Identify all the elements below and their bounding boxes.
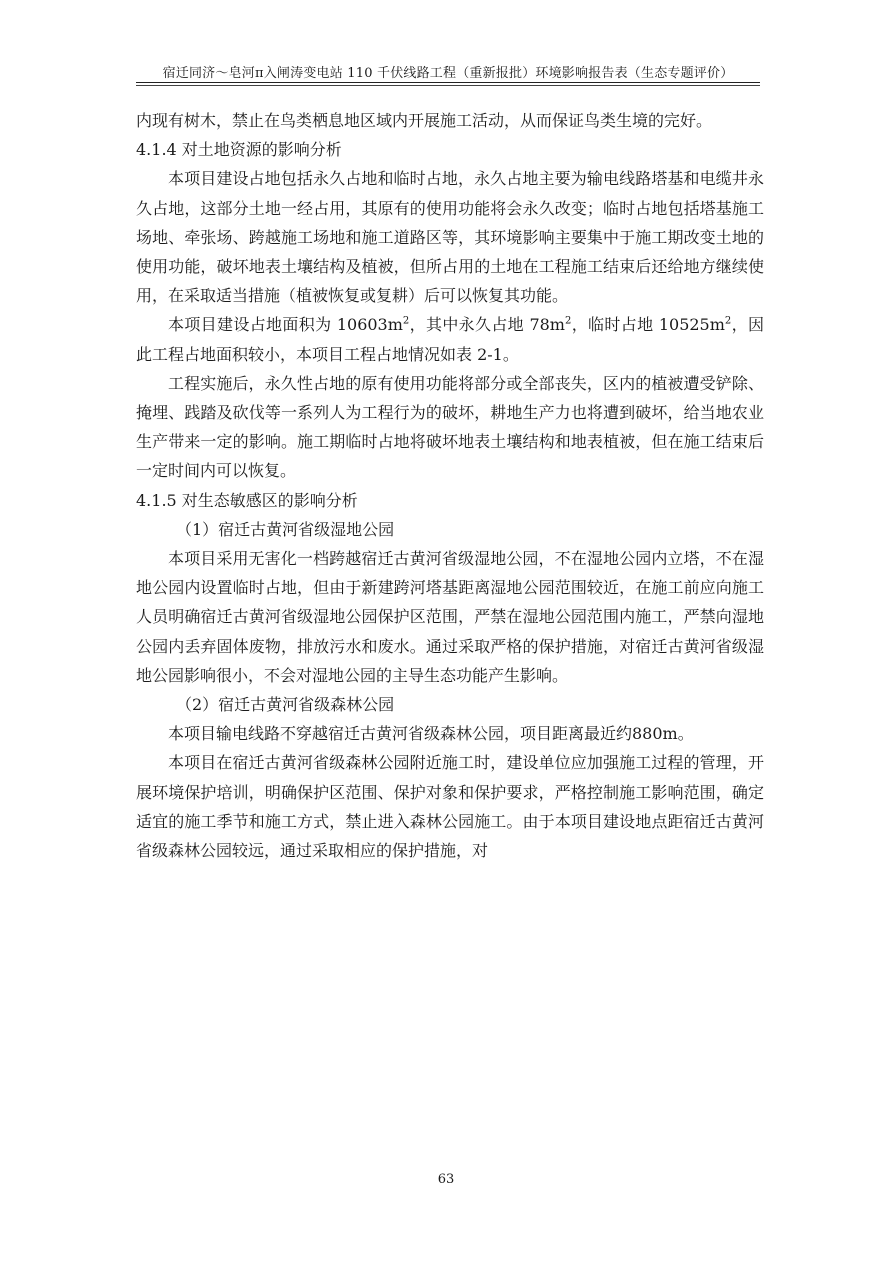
paragraph-wetland-park: 本项目采用无害化一档跨越宿迁古黄河省级湿地公园，不在湿地公园内立塔，不在湿地公园内设置临时占地，但由于新建跨河塔基距离湿地公园范围较近，在施工前应向施工人员明确宿迁古黄河省级湿地公园保护区范围，严禁在湿地公园范围内施工，严禁向湿地公园内丢弃固体废物，排放污水和废水。通过采取严格的保护措施，对宿迁古黄河省级湿地公园影响很小，不会对湿地公园的主导生态功能产生影响。 bbox=[136, 549, 764, 685]
superscript-2: 2 bbox=[402, 316, 410, 328]
header-rule bbox=[136, 82, 760, 83]
subheading-wetland-park: （1）宿迁古黄河省级湿地公园 bbox=[176, 519, 395, 539]
land-area-text-1: 本项目建设占地面积为 10603m bbox=[168, 315, 403, 335]
subheading-forest-park: （2）宿迁古黄河省级森林公园 bbox=[176, 695, 395, 715]
superscript-2: 2 bbox=[724, 316, 732, 328]
superscript-2: 2 bbox=[564, 316, 572, 328]
paragraph-land-area bbox=[136, 310, 764, 368]
land-area-text-2: ，其中永久占地 78m bbox=[409, 315, 565, 335]
header-rule-thin bbox=[136, 85, 760, 86]
paragraph-forest-measures: 本项目在宿迁古黄河省级森林公园附近施工时，建设单位应加强施工过程的管理，开展环境保护培训，明确保护区范围、保护对象和保护要求，严格控制施工影响范围，确定适宜的施工季节和施工方式，禁止进入森林公园施工。由于本项目建设地点距宿迁古黄河省级森林公园较远，通过采取相应的保护措施，对 bbox=[136, 753, 764, 861]
section-heading-4-1-5: 4.1.5 对生态敏感区的影响分析 bbox=[136, 490, 358, 510]
paragraph-land-occupation: 本项目建设占地包括永久占地和临时占地，永久占地主要为输电线路塔基和电缆井永久占地，这部分土地一经占用，其原有的使用功能将会永久改变；临时占地包括塔基施工场地、牵张场、跨越施工场地和施工道路区等，其环境影响主要集中于施工期改变土地的使用功能，破坏地表土壤结构及植被，但所占用的土地在工程施工结束后还给地方继续使用，在采取适当措施（植被恢复或复耕）后可以恢复其功能。 bbox=[136, 169, 764, 306]
paragraph-land-impact: 工程实施后，永久性占地的原有使用功能将部分或全部丧失，区内的植被遭受铲除、掩埋、践踏及砍伐等一系列人为工程行为的破坏，耕地生产力也将遭到破坏，给当地农业生产带来一定的影响。施工期临时占地将破坏地表土壤结构和地表植被，但在施工结束后一定时间内可以恢复。 bbox=[136, 373, 764, 481]
body-text bbox=[136, 106, 764, 865]
land-area-text-4: ，因此工程占地面积较小，本项目工程占地情况如表 2-1。 bbox=[136, 315, 764, 364]
land-area-text-3: ，临时占地 10525m bbox=[571, 315, 725, 335]
section-heading-4-1-4: 4.1.4 对土地资源的影响分析 bbox=[136, 140, 342, 160]
paragraph-continued: 内现有树木，禁止在鸟类栖息地区域内开展施工活动，从而保证鸟类生境的完好。 bbox=[136, 111, 713, 130]
page-number: 63 bbox=[437, 1172, 455, 1187]
paragraph-forest-distance: 本项目输电线路不穿越宿迁古黄河省级森林公园，项目距离最近约880m。 bbox=[168, 724, 694, 744]
running-header: 宿迁同济～皂河π入闸涛变电站 110 千伏线路工程（重新报批）环境影响报告表（生态专题评价） bbox=[162, 66, 734, 81]
